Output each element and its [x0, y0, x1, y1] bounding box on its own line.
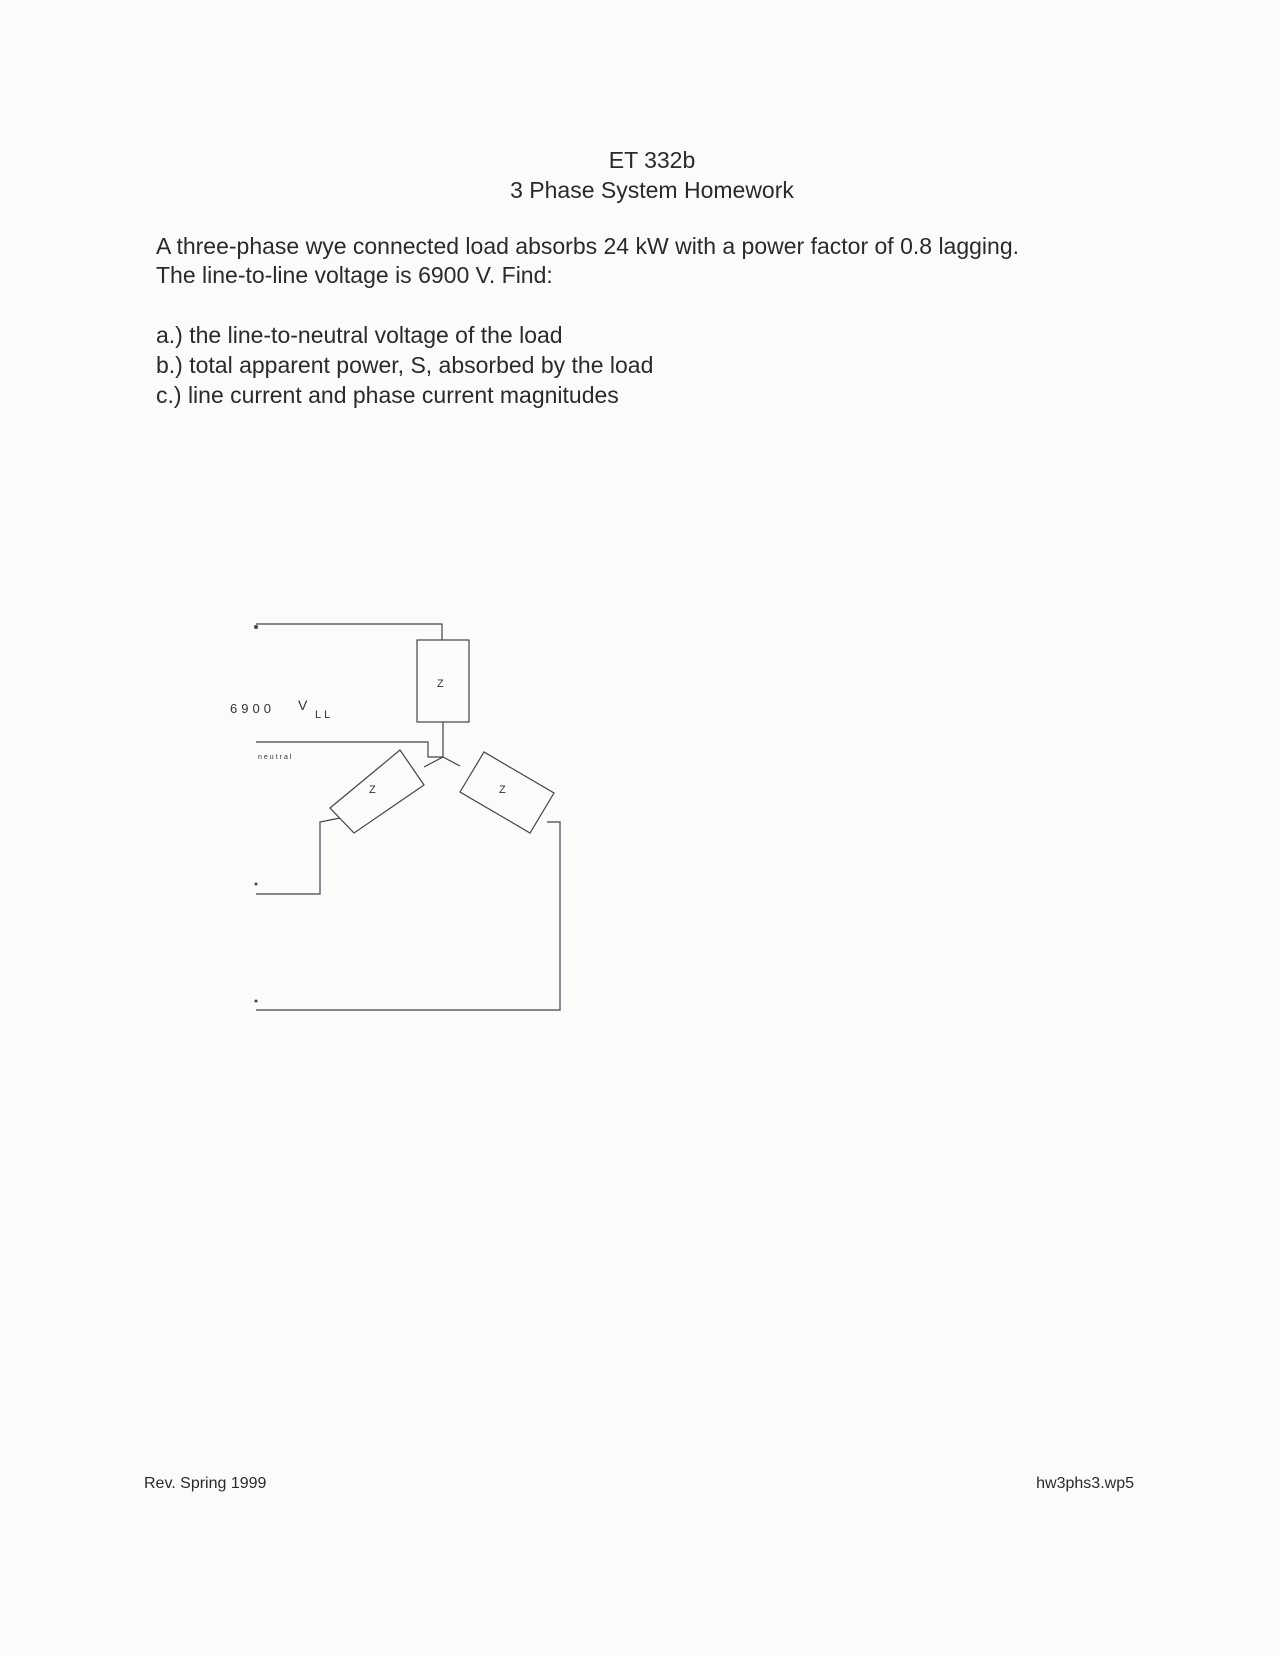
terminal-b [255, 883, 258, 886]
homework-title: 3 Phase System Homework [510, 177, 794, 203]
revision-note: Rev. Spring 1999 [144, 1475, 267, 1492]
left-branch-wire [424, 757, 443, 767]
question-a: a.) the line-to-neutral voltage of the load [156, 322, 563, 348]
problem-line-1: A three-phase wye connected load absorbs 24 kW with a power factor of 0.8 lagging. [156, 233, 1020, 259]
terminal-a [254, 625, 258, 629]
terminal-c [255, 1000, 258, 1003]
line-a-wire [256, 624, 442, 640]
line-b-wire [256, 818, 340, 894]
voltage-subscript-label: LL [315, 709, 334, 721]
voltage-value-label: 6900 [230, 701, 275, 716]
impedance-label-top: Z [437, 678, 444, 690]
file-name: hw3phs3.wp5 [1036, 1475, 1134, 1492]
course-code: ET 332b [608, 147, 696, 173]
question-c: c.) line current and phase current magnitudes [156, 382, 619, 408]
problem-line-2: The line-to-line voltage is 6900 V. Find: [156, 262, 553, 288]
impedance-label-left: Z [369, 784, 376, 796]
right-branch-wire [443, 757, 460, 766]
question-b: b.) total apparent power, S, absorbed by the load [156, 352, 654, 378]
impedance-box-right [460, 752, 554, 833]
impedance-box-left [330, 750, 424, 833]
line-c-wire [256, 822, 560, 1010]
voltage-symbol-label: V [298, 697, 308, 713]
neutral-label: neutral [258, 754, 294, 761]
impedance-label-right: Z [499, 784, 506, 796]
